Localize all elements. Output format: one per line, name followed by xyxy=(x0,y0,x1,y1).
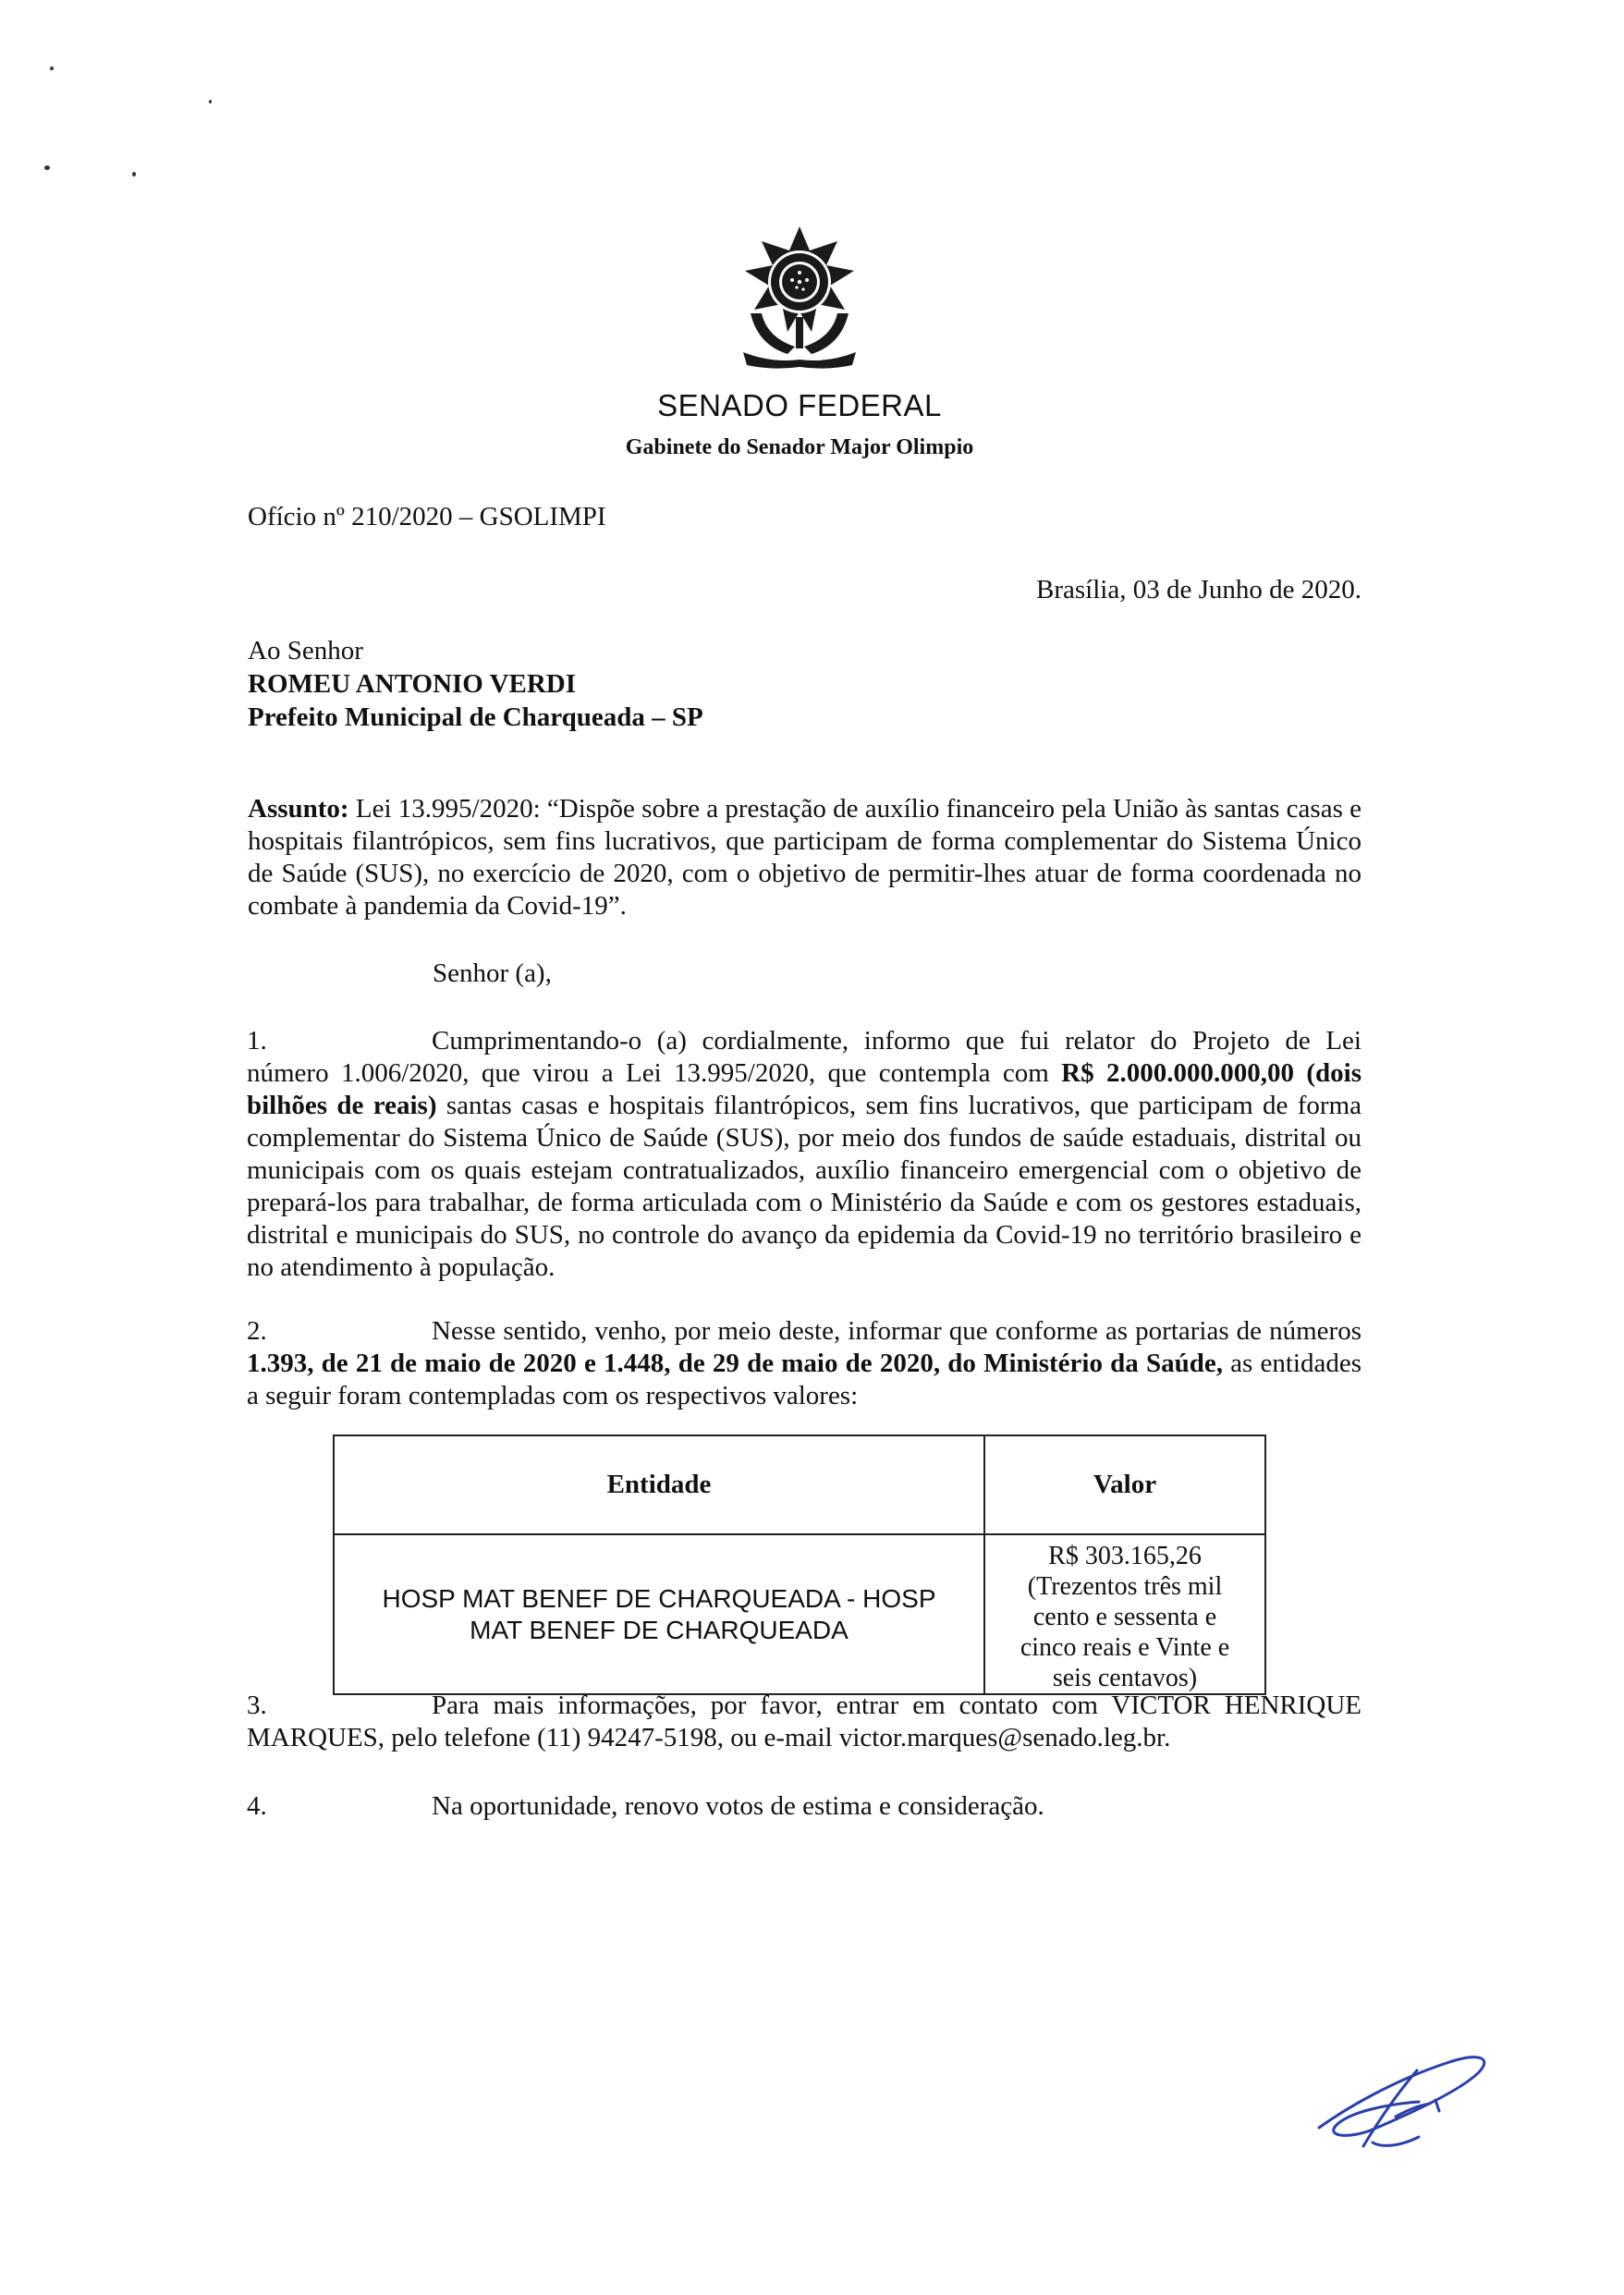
recipient-name: ROMEU ANTONIO VERDI xyxy=(248,669,577,699)
recipient-title: Prefeito Municipal de Charqueada – SP xyxy=(248,702,703,732)
amount-total: R$ 2.000.000.000,00 (dois bilhões de reais) xyxy=(247,1058,1361,1120)
paragraph-number: 1. xyxy=(247,1026,267,1056)
table-header-row xyxy=(334,1435,1265,1534)
paragraph-number: 3. xyxy=(247,1691,267,1720)
paragraph-4-text: Na oportunidade, renovo votos de estima e consideração. xyxy=(432,1791,1044,1821)
paragraph-3-text: Para mais informações, por favor, entrar em contato com VICTOR HENRIQUE MARQUES, pelo telefone (11) 94247-5198, ou e-mail victor.marques@senado.leg.br. xyxy=(247,1691,1361,1752)
table-row xyxy=(334,1534,1265,1694)
scan-speck xyxy=(209,100,212,104)
portarias-reference: 1.393, de 21 de maio de 2020 e 1.448, de 29 de maio de 2020, do Ministério da Saúde, xyxy=(247,1349,1223,1378)
place-date: Brasília, 03 de Junho de 2020. xyxy=(1036,575,1361,604)
scan-speck xyxy=(132,172,136,177)
paragraph-1-text-a: Cumprimentando-o (a) cordialmente, informo que fui relator do Projeto de Lei número 1.006/2020, que virou a Lei 13.995/2020, que contempla com xyxy=(247,1026,1361,1088)
paragraph-2 xyxy=(247,1315,1361,1412)
office-subtitle: Gabinete do Senador Major Olimpio xyxy=(625,435,974,459)
subject-text: Lei 13.995/2020: “Dispõe sobre a prestação de auxílio financeiro pela União às santas casas e hospitais filantrópicos, sem fins lucrativos, que participam de forma complementar do Sistema Único de Saúde (SUS), no exercício de 2020, com o objetivo de permitir-lhes atuar de forma coordenada no combate à pandemia da Covid-19”. xyxy=(248,794,1361,921)
subject-block xyxy=(248,793,1361,922)
paragraph-2-text-b: as entidades a seguir foram contempladas com os respectivos valores: xyxy=(247,1349,1362,1410)
table-cell-valor xyxy=(984,1534,1265,1694)
paragraph-1-text-b: santas casas e hospitais filantrópicos, sem fins lucrativos, que participam de forma complementar do Sistema Único de Saúde (SUS), por meio dos fundos de saúde estaduais, distrital ou municipais com os quais estejam contratualizados, auxílio financeiro emergencial com o objetivo de prepará-los para trabalhar, de forma articulada com o Ministério da Saúde e com os gestores estaduais, distrital e municipais do SUS, no controle do avanço da epidemia da Covid-19 no território brasileiro e no atendimento à população. xyxy=(247,1091,1361,1282)
recipient-salutation: Ao Senhor xyxy=(248,636,363,665)
scan-speck xyxy=(44,165,50,170)
handwritten-signature-icon xyxy=(1308,2045,1502,2160)
subject-label: Assunto: xyxy=(248,794,349,824)
paragraph-number: 2. xyxy=(247,1316,267,1346)
paragraph-2-text-a: Nesse sentido, venho, por meio deste, informar que conforme as portarias de números xyxy=(432,1316,1361,1346)
valor-amount: R$ 303.165,26 xyxy=(1048,1542,1202,1570)
document-reference: Ofício nº 210/2020 – GSOLIMPI xyxy=(248,502,606,531)
valor-extenso: (Trezentos três mil cento e sessenta e cinco reais e Vinte e seis centavos) xyxy=(1020,1572,1230,1692)
table-header-entidade: Entidade xyxy=(334,1435,984,1534)
table-header-valor: Valor xyxy=(984,1435,1265,1534)
paragraph-3 xyxy=(247,1690,1361,1754)
paragraph-1 xyxy=(247,1025,1361,1284)
scan-speck xyxy=(50,67,54,70)
coat-of-arms-icon xyxy=(730,225,869,369)
greeting: Senhor (a), xyxy=(433,958,552,988)
institution-title: SENADO FEDERAL xyxy=(657,388,942,422)
recipient-block xyxy=(248,634,703,734)
table-cell-entidade: HOSP MAT BENEF DE CHARQUEADA - HOSP MAT BENEF DE CHARQUEADA xyxy=(334,1534,984,1694)
paragraph-4 xyxy=(247,1790,1361,1823)
paragraph-number: 4. xyxy=(247,1791,267,1821)
entities-table xyxy=(333,1434,1266,1695)
